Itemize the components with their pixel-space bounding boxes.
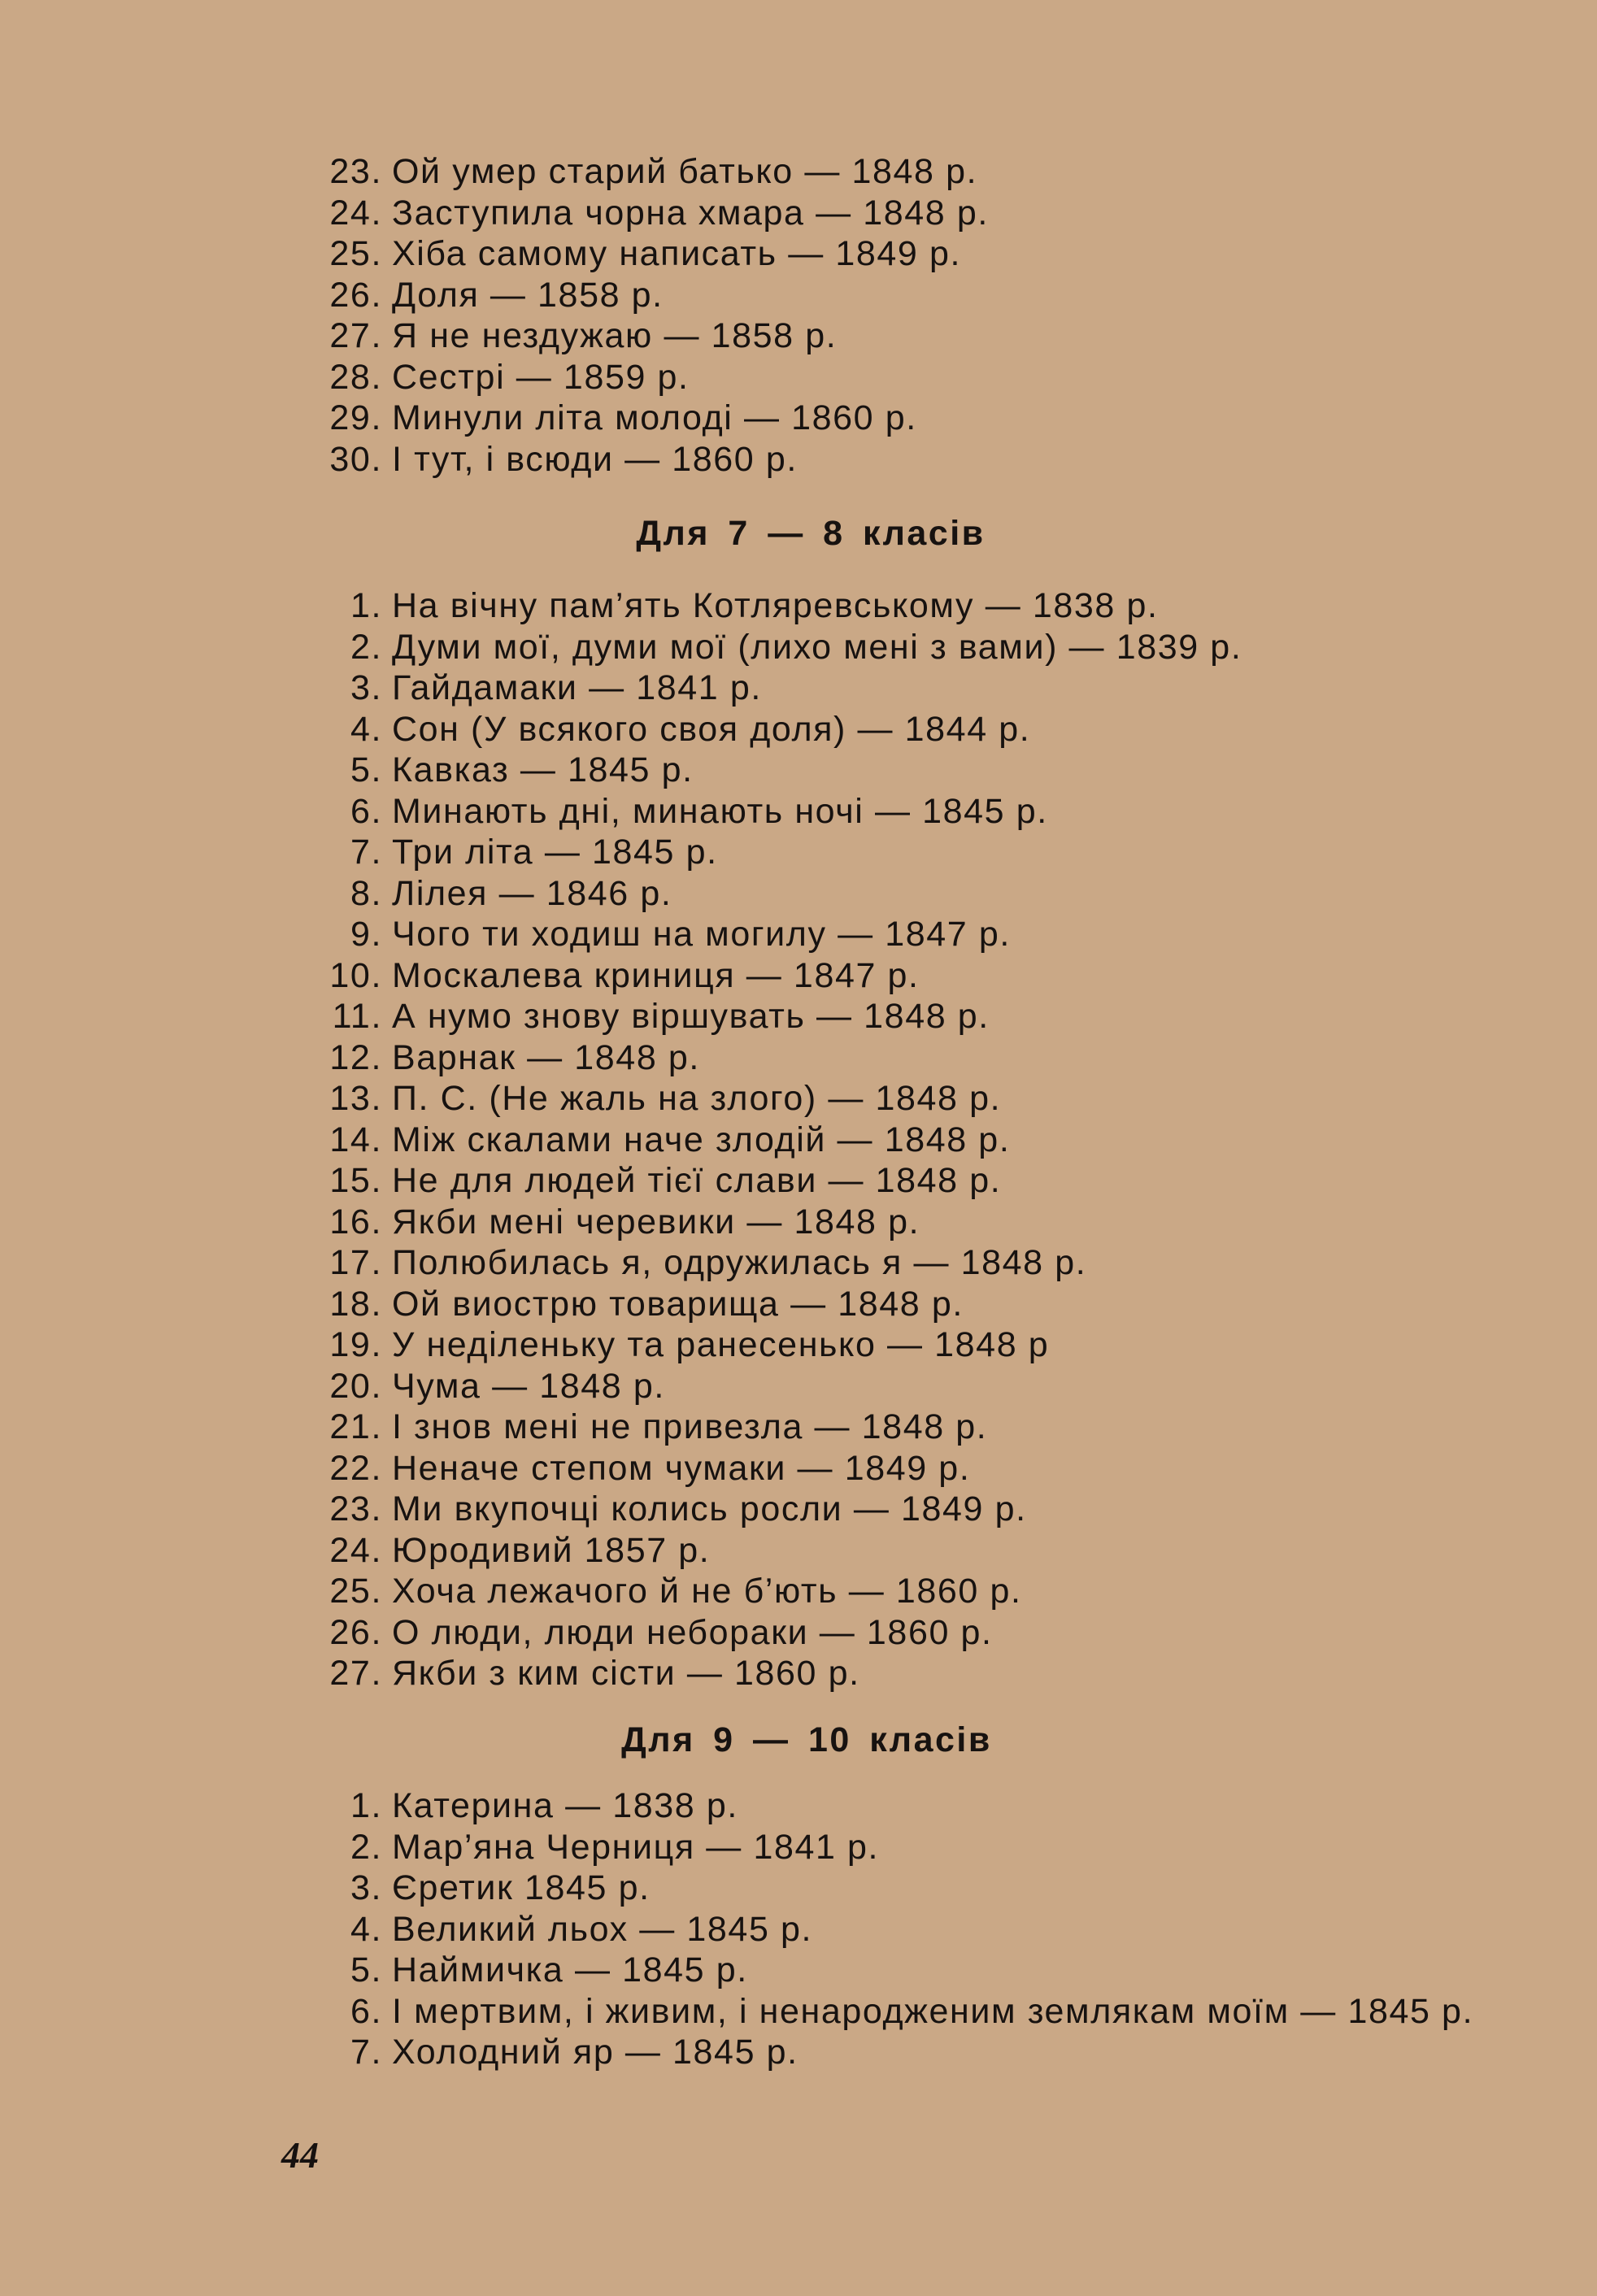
item-number: 18.: [329, 1284, 382, 1324]
item-text: Єретик 1845 р.: [392, 1868, 651, 1907]
item-number: 26.: [329, 275, 382, 315]
list-item: [309, 193, 989, 234]
item-text: П. С. (Не жаль на злого) — 1848 р.: [392, 1079, 1002, 1118]
item-number: 16.: [329, 1202, 382, 1241]
item-number: 23.: [329, 1489, 382, 1528]
item-text: На вічну пам’ять Котляревському — 1838 р.: [392, 586, 1159, 625]
list-item: [309, 1827, 1538, 1868]
list-item: [309, 151, 989, 193]
list-item: [309, 791, 1242, 833]
item-text: Мар’яна Черниця — 1841 р.: [392, 1827, 880, 1867]
list-item: [309, 275, 989, 316]
item-number: 6.: [350, 791, 382, 831]
list-item: [309, 1868, 1538, 1909]
list-item: [309, 1785, 1538, 1827]
item-number: 7.: [350, 2033, 382, 2072]
page-number: 44: [281, 2134, 319, 2176]
item-text: Якби з ким сісти — 1860 р.: [392, 1654, 860, 1693]
item-number: 4.: [350, 709, 382, 749]
item-text: І тут, і всюди — 1860 р.: [392, 439, 798, 479]
list-item: [309, 1037, 1242, 1079]
item-text: У неділеньку та ранесенько — 1848 р: [392, 1325, 1050, 1364]
list-item: [309, 667, 1242, 709]
item-number: 19.: [329, 1325, 382, 1364]
list-item: [309, 1950, 1538, 1991]
list-item: [309, 585, 1242, 627]
item-number: 28.: [329, 357, 382, 397]
section-heading-grades-9-10: Для 9 — 10 класів: [621, 1720, 992, 1759]
item-number: 25.: [329, 234, 382, 273]
item-number: 7.: [350, 833, 382, 872]
item-text: Минають дні, минають ночі — 1845 р.: [392, 791, 1048, 831]
list-item: [309, 832, 1242, 873]
list-item: [309, 996, 1242, 1037]
item-number: 9.: [350, 915, 382, 954]
poem-list-grades-9-10: [309, 1785, 1538, 2073]
item-number: 26.: [329, 1612, 382, 1652]
list-item: [309, 1448, 1242, 1489]
item-text: Юродивий 1857 р.: [392, 1530, 711, 1570]
list-item: [309, 1202, 1242, 1243]
item-text: Хіба самому написать — 1849 р.: [392, 234, 962, 273]
item-number: 4.: [350, 1909, 382, 1949]
item-text: Я не нездужаю — 1858 р.: [392, 316, 838, 355]
list-item: [309, 1078, 1242, 1120]
list-item: [309, 914, 1242, 955]
item-text: Кавказ — 1845 р.: [392, 750, 694, 789]
item-text: Думи мої, думи мої (лихо мені з вами) — 1839 р.: [392, 627, 1242, 667]
section-heading-grades-7-8: Для 7 — 8 класів: [636, 514, 986, 553]
item-text: Заступила чорна хмара — 1848 р.: [392, 193, 989, 233]
item-text: Холодний яр — 1845 р.: [392, 2033, 798, 2072]
poem-list-grades-7-8: [309, 585, 1242, 1694]
item-text: Ой умер старий батько — 1848 р.: [392, 152, 978, 191]
item-number: 29.: [329, 398, 382, 437]
item-text: Доля — 1858 р.: [392, 275, 664, 315]
item-number: 5.: [350, 750, 382, 789]
item-number: 13.: [329, 1079, 382, 1118]
item-text: Гайдамаки — 1841 р.: [392, 668, 762, 707]
list-item: [309, 1530, 1242, 1572]
item-number: 6.: [350, 1991, 382, 2031]
item-text: Москалева криниця — 1847 р.: [392, 955, 920, 995]
list-item: [309, 398, 989, 439]
item-number: 2.: [350, 1827, 382, 1867]
list-item: [309, 1284, 1242, 1325]
list-item: [309, 1120, 1242, 1161]
list-item: [309, 1571, 1242, 1612]
list-item: [309, 1160, 1242, 1202]
item-text: Великий льох — 1845 р.: [392, 1909, 813, 1949]
list-item: [309, 1489, 1242, 1530]
item-number: 2.: [350, 627, 382, 667]
item-text: Хоча лежачого й не б’ють — 1860 р.: [392, 1572, 1022, 1611]
item-text: Минули літа молоді — 1860 р.: [392, 398, 917, 437]
list-item: [309, 1909, 1538, 1950]
item-number: 27.: [329, 316, 382, 355]
list-item: [309, 709, 1242, 750]
poem-list-continued: [309, 151, 989, 480]
item-text: І знов мені не привезла — 1848 р.: [392, 1407, 988, 1446]
item-text: І мертвим, і живим, і ненародженим землякам моїм — 1845 р.: [392, 1991, 1474, 2031]
item-number: 25.: [329, 1572, 382, 1611]
item-number: 1.: [350, 1786, 382, 1825]
item-text: Сестрі — 1859 р.: [392, 357, 690, 397]
item-text: Сон (У всякого своя доля) — 1844 р.: [392, 709, 1031, 749]
item-text: Полюбилась я, одружилась я — 1848 р.: [392, 1243, 1087, 1282]
item-number: 24.: [329, 193, 382, 233]
list-item: [309, 955, 1242, 997]
item-number: 24.: [329, 1530, 382, 1570]
item-number: 3.: [350, 668, 382, 707]
item-text: Лілея — 1846 р.: [392, 873, 672, 913]
item-text: А нумо знову віршувать — 1848 р.: [392, 997, 990, 1036]
list-item: [309, 233, 989, 275]
list-item: [309, 1407, 1242, 1448]
item-text: Катерина — 1838 р.: [392, 1786, 738, 1825]
item-number: 22.: [329, 1448, 382, 1488]
list-item: [309, 1653, 1242, 1694]
list-item: [309, 357, 989, 398]
item-text: Чума — 1848 р.: [392, 1366, 665, 1406]
item-number: 12.: [329, 1037, 382, 1077]
item-text: Ми вкупочці колись росли — 1849 р.: [392, 1489, 1027, 1528]
item-number: 20.: [329, 1366, 382, 1406]
item-text: О люди, люди небораки — 1860 р.: [392, 1612, 993, 1652]
item-number: 23.: [329, 152, 382, 191]
list-item: [309, 1324, 1242, 1366]
item-text: Не для людей тієї слави — 1848 р.: [392, 1161, 1002, 1200]
item-number: 3.: [350, 1868, 382, 1907]
item-number: 15.: [329, 1161, 382, 1200]
item-number: 21.: [329, 1407, 382, 1446]
list-item: [309, 1242, 1242, 1284]
list-item: [309, 1366, 1242, 1407]
item-number: 17.: [329, 1243, 382, 1282]
item-text: Неначе степом чумаки — 1849 р.: [392, 1448, 971, 1488]
list-item: [309, 1991, 1538, 2033]
list-item: [309, 873, 1242, 915]
item-text: Між скалами наче злодій — 1848 р.: [392, 1120, 1011, 1159]
item-number: 11.: [332, 997, 382, 1036]
list-item: [309, 750, 1242, 791]
item-number: 8.: [350, 873, 382, 913]
item-number: 27.: [329, 1654, 382, 1693]
item-number: 1.: [350, 586, 382, 625]
list-item: [309, 315, 989, 357]
item-text: Варнак — 1848 р.: [392, 1037, 700, 1077]
list-item: [309, 2032, 1538, 2073]
list-item: [309, 1612, 1242, 1654]
item-text: Чого ти ходиш на могилу — 1847 р.: [392, 915, 1011, 954]
item-text: Якби мені черевики — 1848 р.: [392, 1202, 920, 1241]
item-number: 10.: [329, 955, 382, 995]
item-text: Три літа — 1845 р.: [392, 833, 718, 872]
item-number: 30.: [329, 439, 382, 479]
list-item: [309, 439, 989, 481]
list-item: [309, 627, 1242, 668]
item-text: Ой виострю товарища — 1848 р.: [392, 1284, 964, 1324]
item-number: 14.: [329, 1120, 382, 1159]
item-text: Наймичка — 1845 р.: [392, 1950, 748, 1989]
item-number: 5.: [350, 1950, 382, 1989]
